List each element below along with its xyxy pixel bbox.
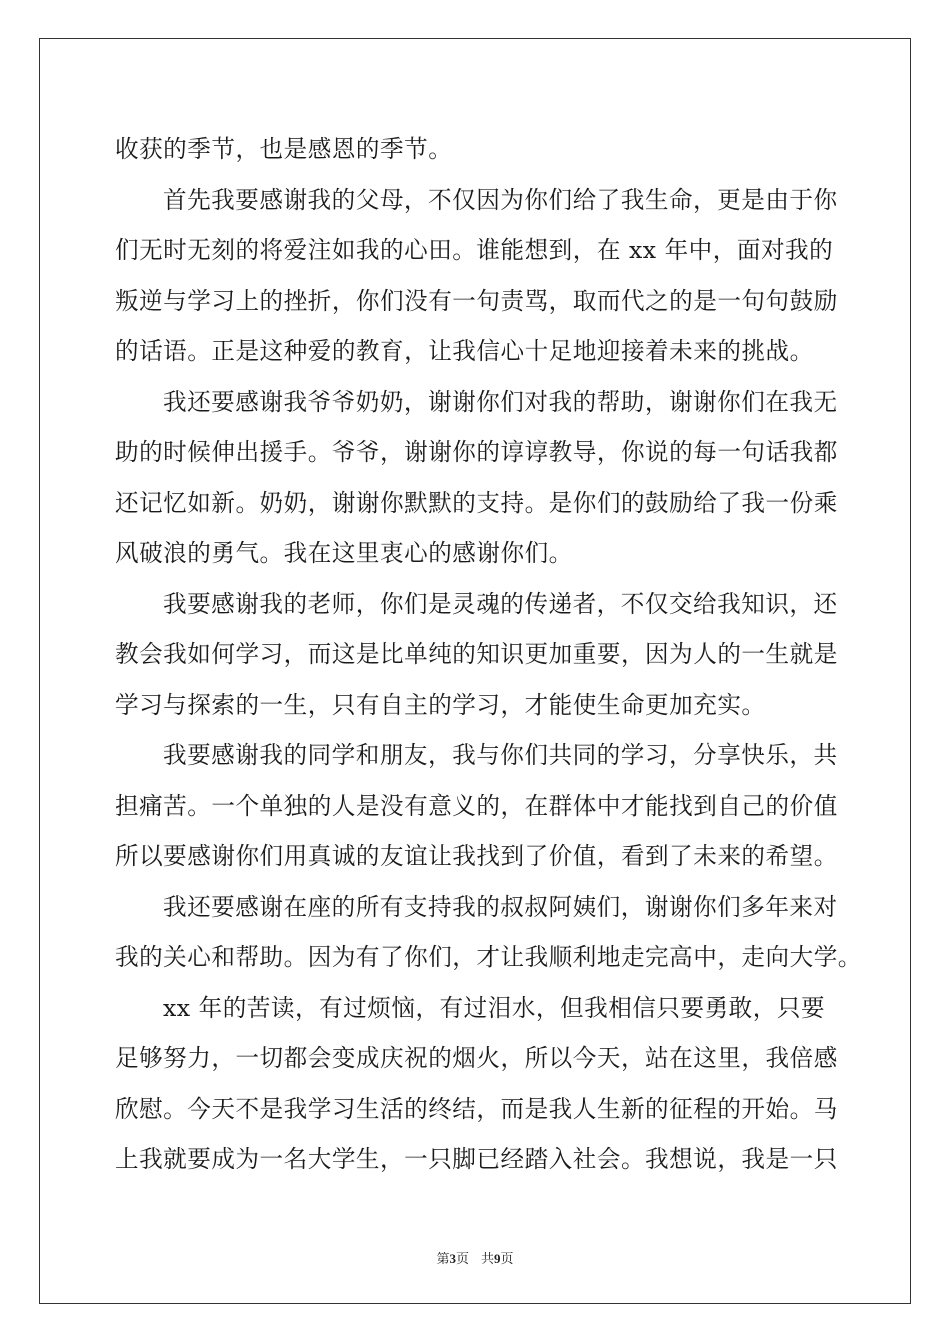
text-line: 风破浪的勇气。我在这里衷心的感谢你们。 [115, 539, 573, 567]
text-line: 还记忆如新。奶奶，谢谢你默默的支持。是你们的鼓励给了我一份乘 [115, 488, 838, 517]
text-line: 学习与探索的一生，只有自主的学习，才能使生命更加充实。 [115, 690, 766, 719]
text-line: 叛逆与学习上的挫折，你们没有一句责骂，取而代之的是一句句鼓励 [115, 286, 838, 315]
text-line: 收获的季节，也是感恩的季节。 [115, 135, 453, 163]
text-line: 我还要感谢在座的所有支持我的叔叔阿姨们，谢谢你们多年来对 [163, 892, 838, 921]
page-prefix: 第 [436, 1252, 450, 1267]
total-page-number: 9 [494, 1251, 501, 1266]
text-line: 担痛苦。一个单独的人是没有意义的，在群体中才能找到自己的价值 [115, 791, 838, 820]
text-line: 我的关心和帮助。因为有了你们，才让我顺利地走完高中，走向大学。 [115, 943, 862, 971]
document-body [115, 124, 862, 1185]
paragraph [115, 882, 862, 983]
paragraph [115, 983, 838, 1185]
text-line: 助的时候伸出援手。爷爷，谢谢你的谆谆教导，你说的每一句话我都 [115, 438, 838, 466]
total-prefix: 共 [481, 1252, 495, 1267]
current-page-number: 3 [449, 1251, 456, 1266]
paragraph [115, 124, 835, 175]
text-line: 们无时无刻的将爱注如我的心田。谁能想到，在 xx 年中，面对我的 [115, 236, 834, 264]
paragraph [115, 377, 838, 579]
text-line: 上我就要成为一名大学生，一只脚已经踏入社会。我想说，我是一只 [115, 1145, 838, 1173]
page-suffix: 页 [455, 1252, 469, 1267]
text-line: 的话语。正是这种爱的教育，让我信心十足地迎接着未来的挑战。 [115, 337, 814, 365]
page-footer [0, 1248, 950, 1267]
text-line: 欣慰。今天不是我学习生活的终结，而是我人生新的征程的开始。马 [115, 1094, 838, 1123]
text-line: 足够努力，一切都会变成庆祝的烟火，所以今天，站在这里，我倍感 [115, 1044, 838, 1072]
text-line: 首先我要感谢我的父母，不仅因为你们给了我生命，更是由于你 [163, 185, 838, 214]
paragraph [115, 730, 838, 882]
text-line: 我还要感谢我爷爷奶奶，谢谢你们对我的帮助，谢谢你们在我无 [163, 387, 838, 416]
text-line: 教会我如何学习，而这是比单纯的知识更加重要，因为人的一生就是 [115, 640, 838, 668]
text-line: 所以要感谢你们用真诚的友谊让我找到了价值，看到了未来的希望。 [115, 842, 838, 870]
paragraph [115, 579, 838, 731]
paragraph [115, 175, 838, 377]
total-suffix: 页 [500, 1252, 514, 1267]
text-line: xx 年的苦读，有过烦恼，有过泪水，但我相信只要勇敢，只要 [163, 993, 826, 1022]
text-line: 我要感谢我的老师，你们是灵魂的传递者，不仅交给我知识，还 [163, 589, 838, 618]
text-line: 我要感谢我的同学和朋友，我与你们共同的学习，分享快乐，共 [163, 741, 838, 769]
